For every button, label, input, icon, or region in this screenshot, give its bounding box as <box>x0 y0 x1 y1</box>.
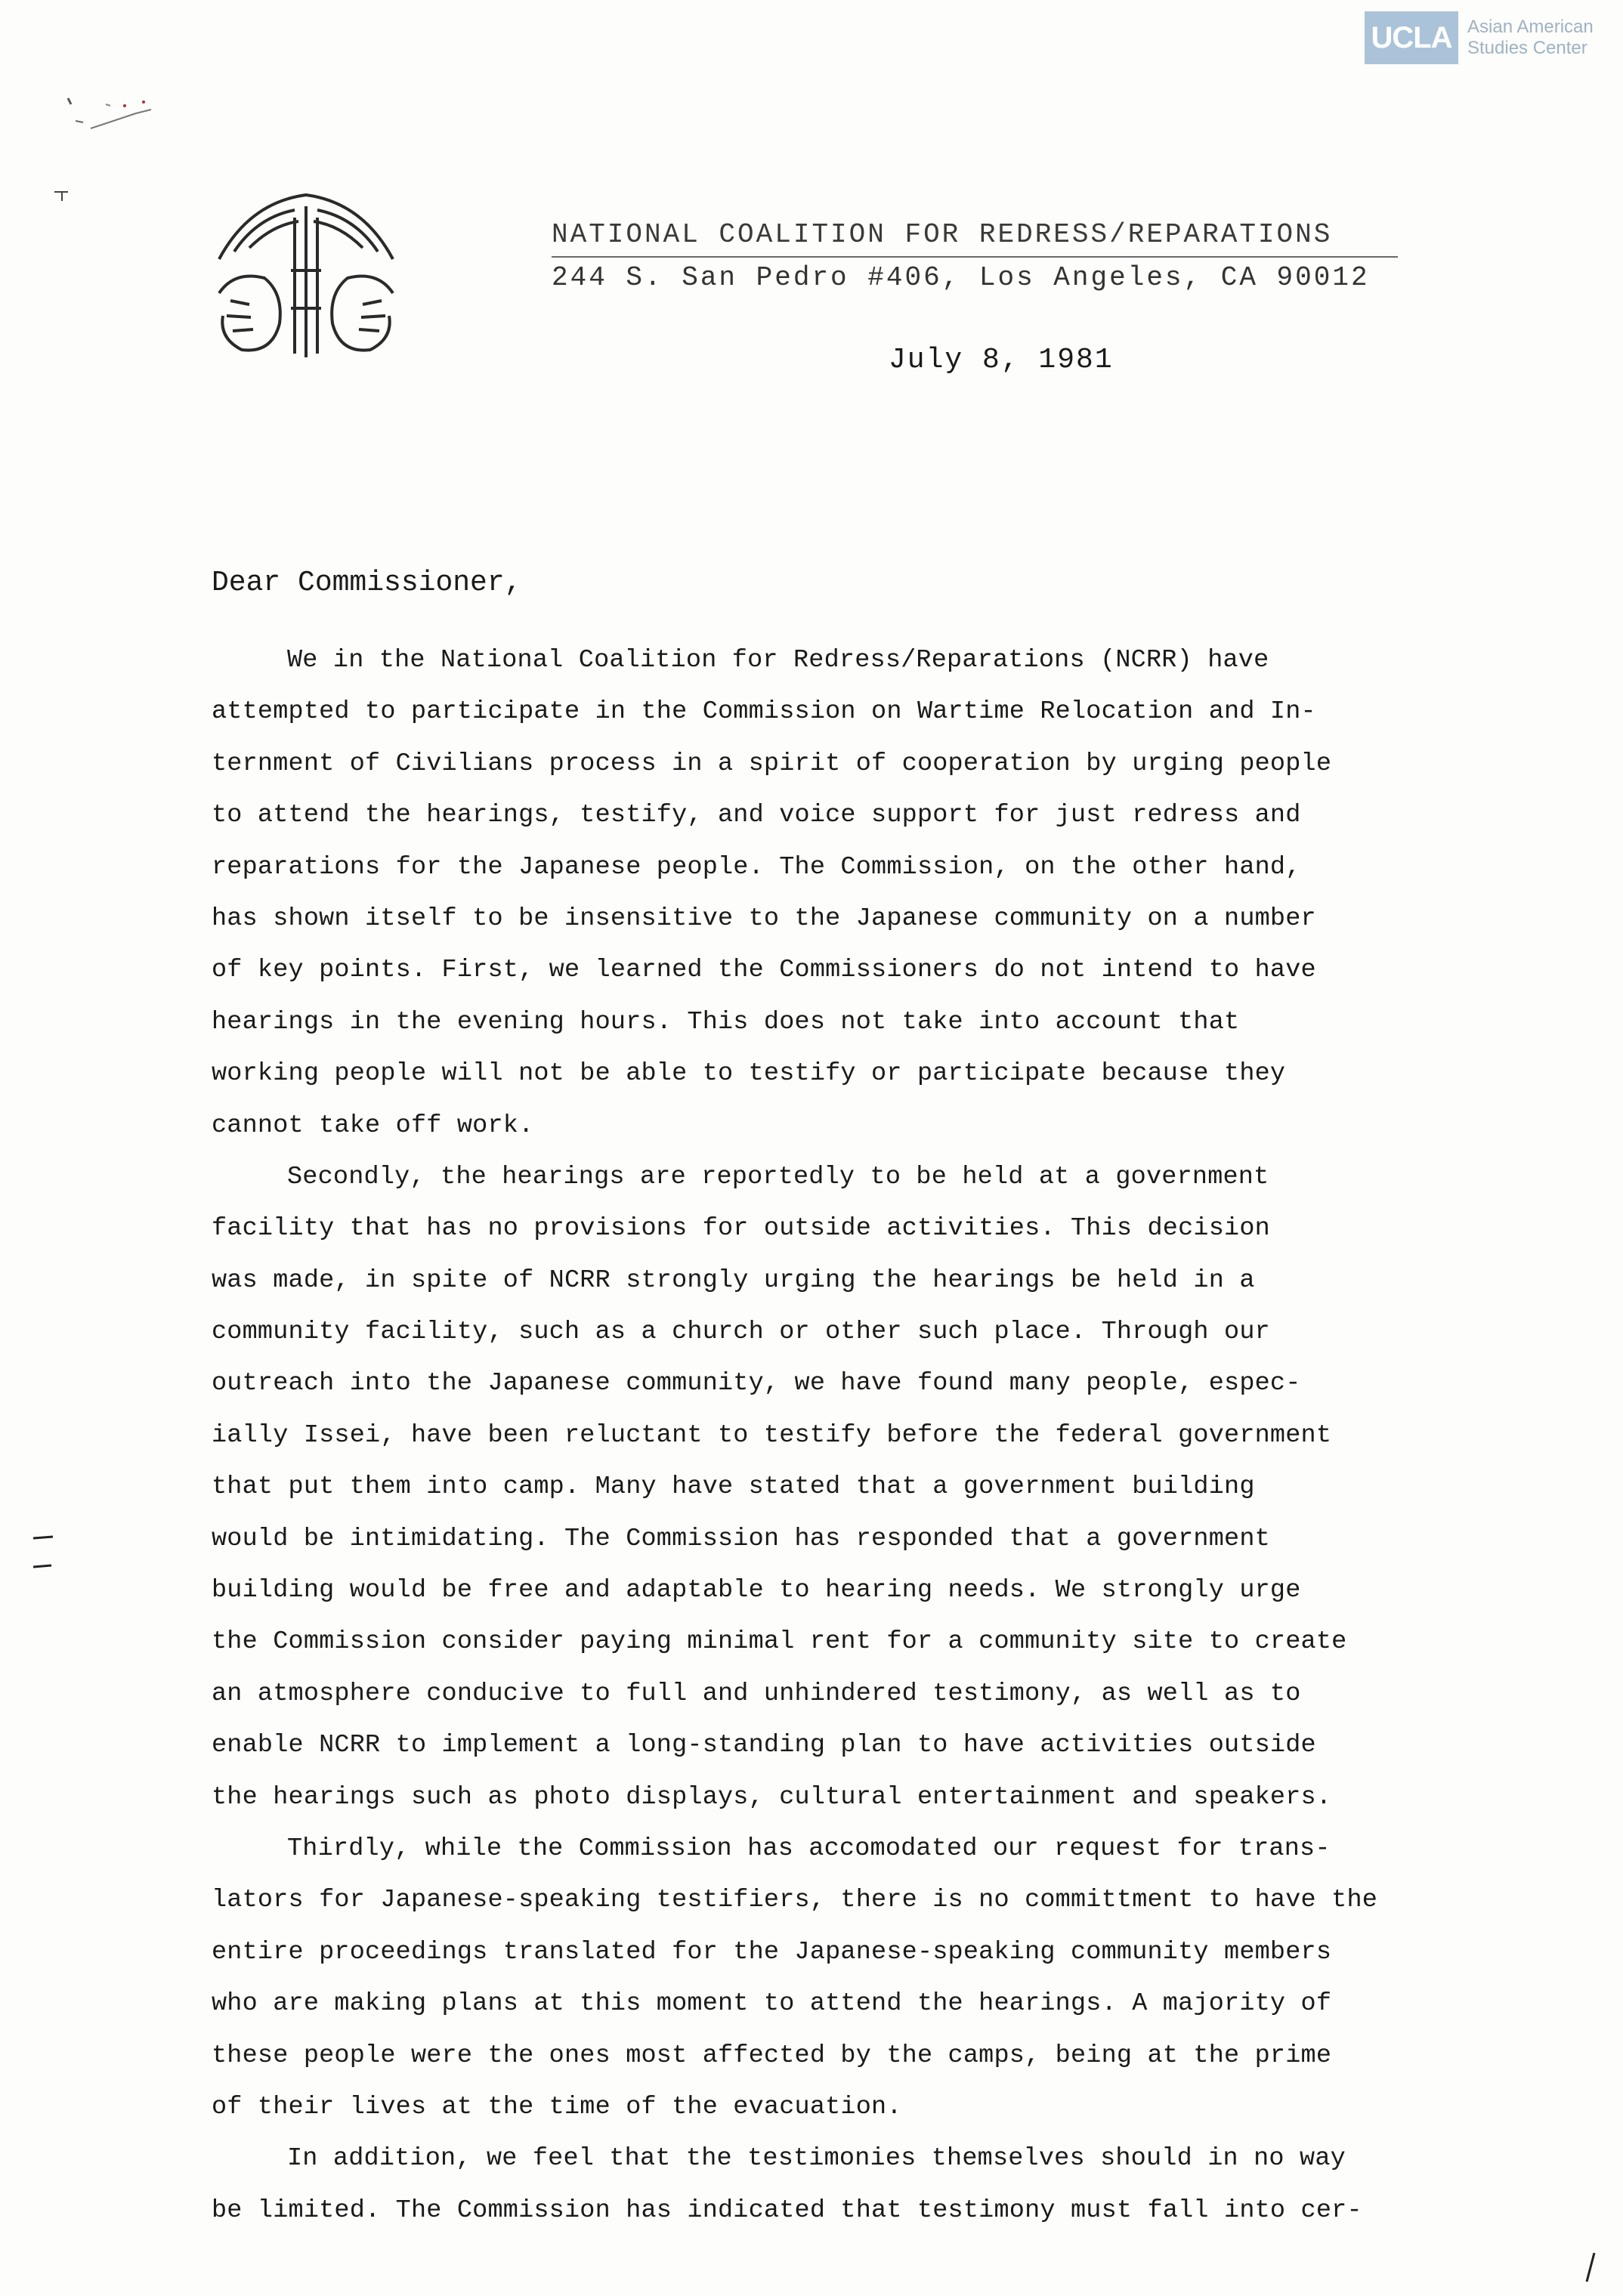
body-line: be limited. The Commission has indicated that testimony must fall into cer- <box>212 2196 1362 2225</box>
ucla-logo: UCLA <box>1365 11 1458 64</box>
body-line: the Commission consider paying minimal rent for a community site to create <box>212 1627 1347 1657</box>
body-line: who are making plans at this moment to attend the hearings. A majority of <box>212 1989 1332 2019</box>
badge-caption <box>1467 17 1594 59</box>
salutation: Dear Commissioner, <box>212 567 522 599</box>
body-line: these people were the ones most affected by the camps, being at the prime <box>212 2041 1332 2070</box>
archive-badge <box>1365 11 1614 65</box>
body-line: would be intimidating. The Commission has responded that a government <box>212 1524 1270 1553</box>
body-line: In addition, we feel that the testimonies themselves should in no way <box>287 2144 1346 2174</box>
body-line: lators for Japanese-speaking testifiers, there is no committment to have the <box>212 1886 1378 1915</box>
body-line: has shown itself to be insensitive to the Japanese community on a number <box>212 904 1316 933</box>
body-line: building would be free and adaptable to hearing needs. We strongly urge <box>212 1576 1301 1605</box>
scan-tick-mark <box>51 186 74 209</box>
body-line: working people will not be able to testify or participate because they <box>212 1059 1286 1089</box>
badge-line-2: Studies Center <box>1467 38 1587 58</box>
margin-tick-mark <box>30 1534 60 1579</box>
body-line: reparations for the Japanese people. The Commission, on the other hand, <box>212 852 1301 882</box>
organization-address: 244 S. San Pedro #406, Los Angeles, CA 90012 <box>552 262 1370 293</box>
body-line: Thirdly, while the Commission has accomodated our request for trans- <box>287 1834 1331 1863</box>
body-line: community facility, such as a church or other such place. Through our <box>212 1318 1270 1347</box>
organization-name: NATIONAL COALITION FOR REDRESS/REPARATIONS <box>552 219 1398 258</box>
body-line: ternment of Civilians process in a spirit of cooperation by urging people <box>212 749 1332 778</box>
scan-smudge-mark <box>60 68 174 151</box>
body-line: to attend the hearings, testify, and voice support for just redress and <box>212 801 1301 830</box>
body-line: attempted to participate in the Commission on Wartime Relocation and In- <box>212 697 1316 727</box>
body-line: entire proceedings translated for the Japanese-speaking community members <box>212 1937 1332 1967</box>
body-line: hearings in the evening hours. This does not take into account that <box>212 1007 1240 1037</box>
badge-line-1: Asian American <box>1467 17 1594 37</box>
body-line: was made, in spite of NCRR strongly urging the hearings be held in a <box>212 1265 1255 1295</box>
letter-body <box>212 635 1421 2236</box>
body-line: facility that has no provisions for outside activities. This decision <box>212 1214 1270 1244</box>
body-line: that put them into camp. Many have stated that a government building <box>212 1472 1255 1502</box>
body-line: ially Issei, have been reluctant to testify before the federal government <box>212 1420 1332 1450</box>
body-line: Secondly, the hearings are reportedly to be held at a government <box>287 1162 1269 1191</box>
letter-date: July 8, 1981 <box>889 344 1114 376</box>
body-line: enable NCRR to implement a long-standing plan to have activities outside <box>212 1731 1316 1760</box>
body-line: of their lives at the time of the evacuation. <box>212 2092 902 2121</box>
corner-tick-mark <box>1572 2251 1602 2289</box>
body-line: the hearings such as photo displays, cultural entertainment and speakers. <box>212 1782 1332 1812</box>
body-line: We in the National Coalition for Redress/Reparations (NCRR) have <box>287 646 1269 675</box>
body-line: outreach into the Japanese community, we have found many people, espec- <box>212 1369 1301 1398</box>
body-line: an atmosphere conducive to full and unhindered testimony, as well as to <box>212 1679 1301 1708</box>
body-line: cannot take off work. <box>212 1111 534 1140</box>
body-line: of key points. First, we learned the Commissioners do not intend to have <box>212 956 1316 985</box>
bamboo-hands-emblem-icon <box>204 187 408 369</box>
